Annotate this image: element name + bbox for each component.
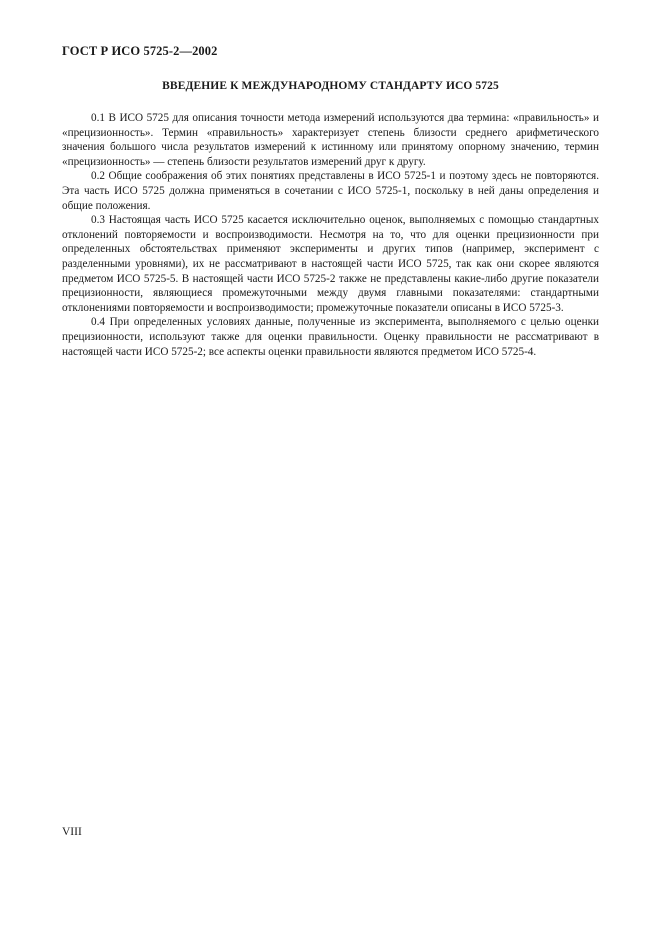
paragraph-0-3: 0.3 Настоящая часть ИСО 5725 касается исключительно оценок, выполняемых с помощью стандартных отклонений повторяемости и воспроизводимости. Несмотря на то, что для оценки прецизионности при определенных обстоятельствах применяют эксперименты и других типов (например, эксперимент с разделенными уровнями), их не рассматривают в настоящей части ИСО 5725, так как они скорее являются предметом ИСО 5725-5. В настоящей части ИСО 5725-2 также не представлены какие-либо другие показатели прецизионности, являющиеся промежуточными между двумя главными показателями: стандартными отклонениями повторяемости и воспроизводимости; промежуточные показатели описаны в ИСО 5725-3. (62, 214, 599, 314)
section-title: ВВЕДЕНИЕ К МЕЖДУНАРОДНОМУ СТАНДАРТУ ИСО 5725 (162, 80, 499, 92)
page-number: VIII (62, 826, 82, 838)
body-text (62, 111, 599, 359)
document-code-header: ГОСТ Р ИСО 5725-2—2002 (62, 44, 218, 58)
paragraph-0-2: 0.2 Общие соображения об этих понятиях представлены в ИСО 5725-1 и поэтому здесь не повторяются. Эта часть ИСО 5725 должна применяться в сочетании с ИСО 5725-1, поскольку в ней даны определения и общие положения. (62, 170, 599, 212)
paragraph-0-1: 0.1 В ИСО 5725 для описания точности метода измерений используются два термина: «правильность» и «прецизионность». Термин «правильность» характеризует степень близости среднего арифметического значения большого числа результатов измерений к истинному или принятому опорному значению, термин «прецизионность» — степень близости результатов измерений друг к другу. (62, 112, 599, 168)
paragraph-0-4: 0.4 При определенных условиях данные, полученные из эксперимента, выполняемого с целью оценки прецизионности, используют также для оценки правильности. Оценку правильности не рассматривают в настоящей части ИСО 5725-2; все аспекты оценки правильности являются предметом ИСО 5725-4. (62, 316, 599, 358)
